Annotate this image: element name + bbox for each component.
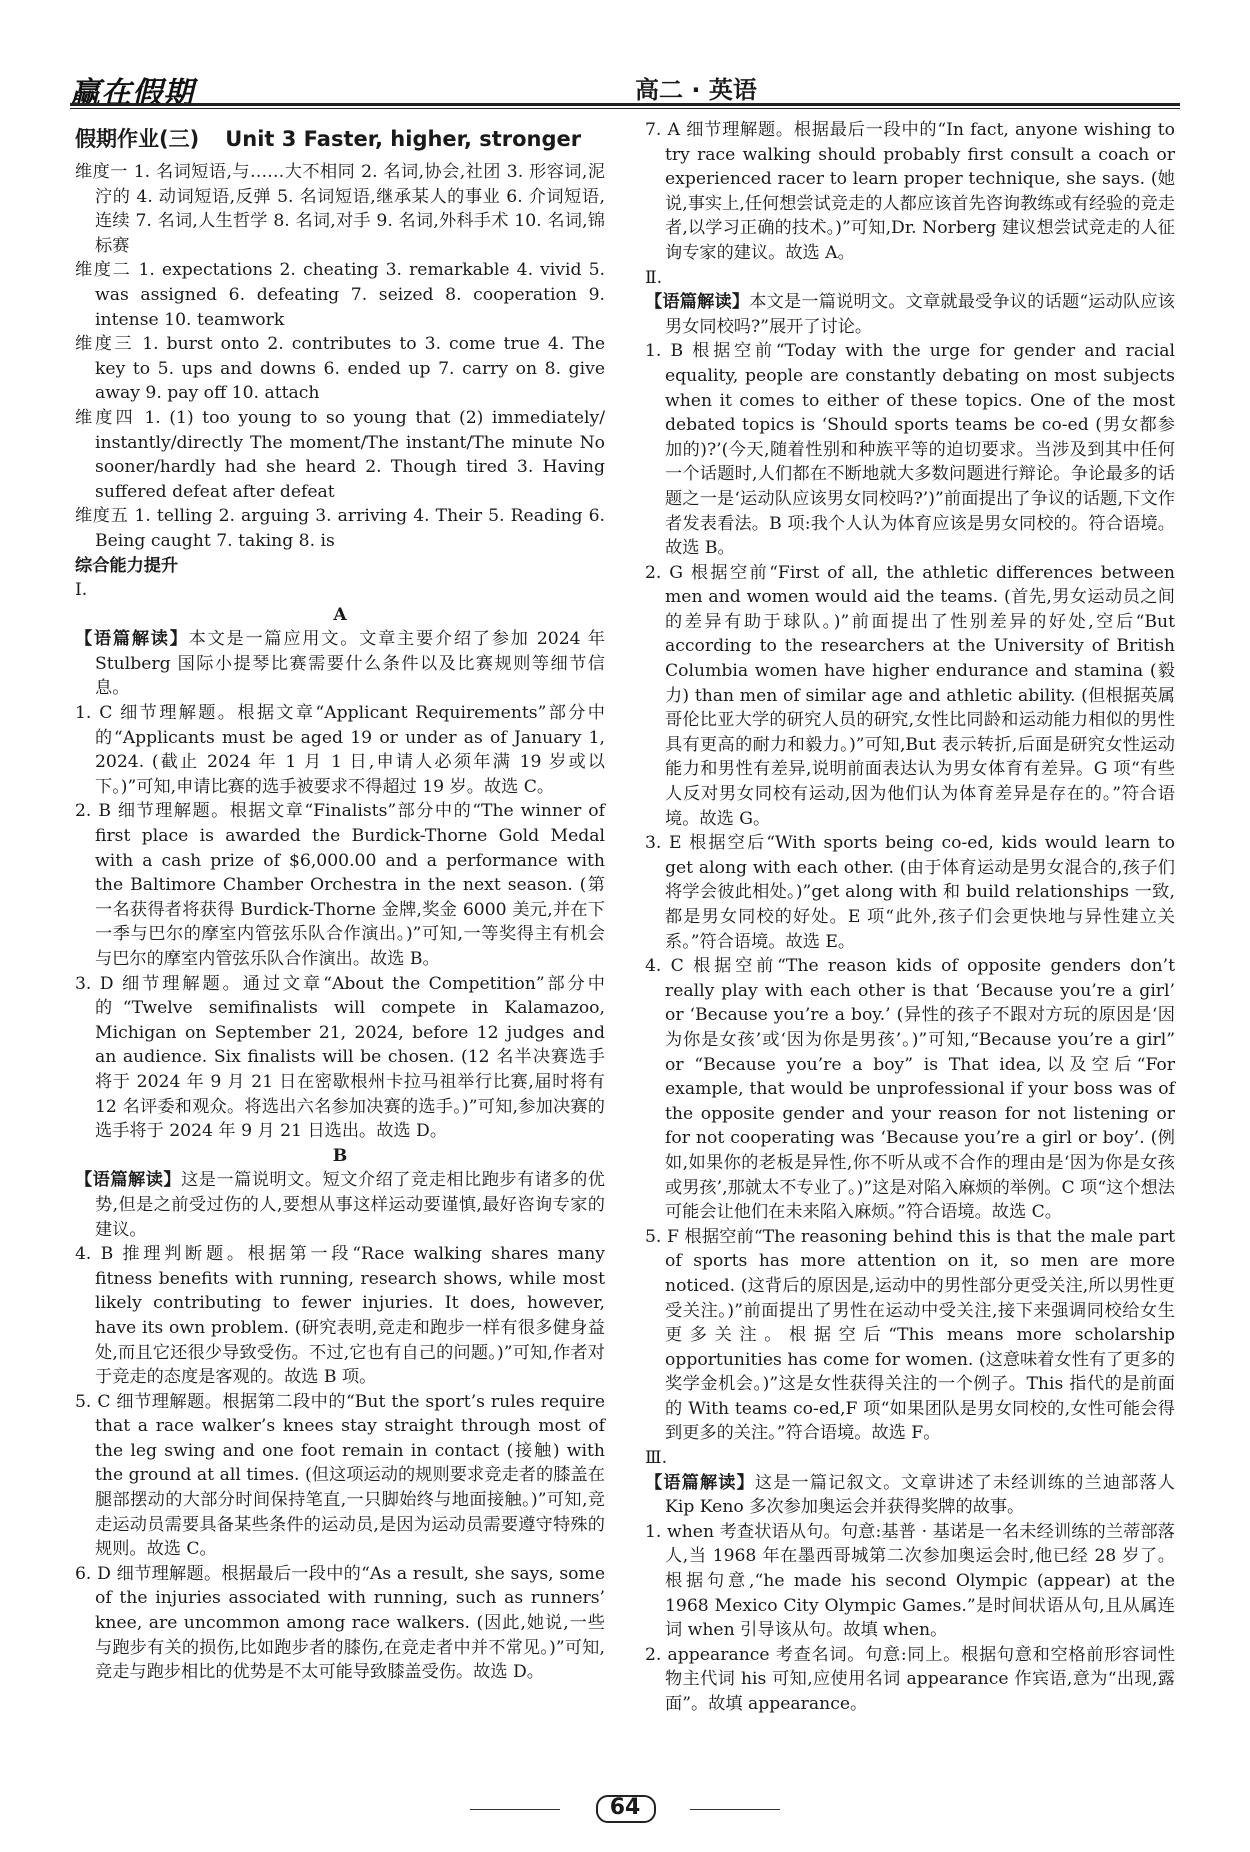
section-title: [75, 118, 605, 160]
section-heading: 综合能力提升: [75, 555, 179, 576]
part-number: Ⅲ.: [645, 1448, 668, 1469]
answer-item: 1. when 考查状语从句。句意:基普 · 基诺是一名未经训练的兰蒂部落人,当 1968 年在墨西哥城第二次参加奥运会时,他已经 28 岁了。根据句意,“he made his second Olympic (appear) at the 1968 Mexico City Olympic Games.”是时间状语从句,且从属连词 when 引导该从句。故填 when。: [645, 1521, 1175, 1641]
answer-item: 4. C 根据空前“The reason kids of opposite genders don’t really play with each other is that ‘Because you’re a girl’ or ‘Because you’re a boy.’ (异性的孩子不跟对方玩的原因是‘因为你是女孩’或‘因为你是男孩’。)”可知,“Because you’re a girl” or “Because you’re a boy” is That idea,以及空后“For example, that would be unprofessional if your boss was of the opposite gender and your reason for not listening or for not cooperating was ‘Because you’re a girl or boy’. (例如,如果你的老板是异性,你不听从或不合作的理由是‘因为你是女孩或男孩’,那就太不专业了。)”这是对陷入麻烦的举例。C 项“这个想法可能会让他们在未来陷入麻烦。”符合语境。故选 C。: [645, 956, 1175, 1223]
header-rule: [70, 103, 1180, 106]
header-rule-thin: [70, 108, 1180, 109]
answer-item: 3. D 细节理解题。通过文章“About the Competition”部分中的“Twelve semifinalists will compete in Kalamazoo, Michigan on September 21, 2024, before 12 judges and an audience. Six finalists will be chosen. (12 名半决赛选手将于 2024 年 9 月 21 日在密歇根州卡拉马祖举行比赛,届时将有 12 名评委和观众。将选出六名参加决赛的选手。)”可知,参加决赛的选手将于 2024 年 9 月 21 日选出。故选 D。: [75, 973, 605, 1142]
answer-item: 7. A 细节理解题。根据最后一段中的“In fact, anyone wishing to try race walking should probably first consult a coach or experienced racer to learn proper technique, she says. (她说,事实上,任何想尝试竞走的人都应该首先咨询教练或有经验的竞走者,以学习正确的技术。)”可知,Dr. Norberg 建议想尝试竞走的人征询专家的建议。故选 A。: [645, 120, 1175, 263]
analysis-text: 这是一篇说明文。短文介绍了竞走相比跑步有诸多的优势,但是之前受过伤的人,要想从事这样运动要谨慎,最好咨询专家的建议。: [95, 1170, 605, 1240]
answer-item: 1. C 细节理解题。根据文章“Applicant Requirements”部分中的“Applicants must be aged 19 or under as of January 1, 2024. (截止 2024 年 1 月 1 日,申请人必须年满 19 岁或以下。)”可知,申请比赛的选手被要求不得超过 19 岁。故选 C。: [75, 703, 605, 797]
passage-analysis: [75, 627, 605, 701]
passage-letter: A: [333, 604, 347, 625]
answer-item: 维度一 1. 名词短语,与……大不相同 2. 名词,协会,社团 3. 形容词,泥泞的 4. 动词短语,反弹 5. 名词短语,继承某人的事业 6. 介词短语,连续 7. 名词,人生哲学 8. 名词,对手 9. 名词,外科手术 10. 名词,锦标赛: [75, 162, 605, 256]
answer-item: 2. appearance 考查名词。句意:同上。根据句意和空格前形容词性物主代词 his 可知,应使用名词 appearance 作宾语,意为“出现,露面”。故填 appearance。: [645, 1644, 1175, 1714]
answer-item: 3. E 根据空后“With sports being co-ed, kids would learn to get along with each other. (由于体育运动是男女混合的,孩子们将学会彼此相处。)”get along with 和 build relationships 一致,都是男女同校的好处。E 项“此外,孩子们会更快地与异性建立关系。”符合语境。故选 E。: [645, 833, 1175, 952]
analysis-label: 【语篇解读】: [645, 292, 750, 313]
answer-item: 2. B 细节理解题。根据文章“Finalists”部分中的“The winner of first place is awarded the Burdick-Thorne Gold Medal with a cash prize of $6,000.00 and a performance with the Baltimore Chamber Orchestra in the next season. (第一名获得者将获得 Burdick-Thorne 金牌,奖金 6000 美元,并在下一季与巴尔的摩室内管弦乐队合作演出。)”可知,一等奖得主有机会与巴尔的摩室内管弦乐队合作演出。故选 B。: [75, 801, 605, 969]
answer-item: 4. B 推理判断题。根据第一段“Race walking shares many fitness benefits with running, research shows, while most likely contributing to fewer injuries. It does, however, have its own problem. (研究表明,竞走和跑步一样有很多健身益处,而且它还很少导致受伤。不过,它也有自己的问题。)”可知,作者对于竞走的态度是客观的。故选 B 项。: [75, 1244, 605, 1388]
analysis-label: 【语篇解读】: [75, 629, 189, 650]
brand-logo: 赢在假期: [70, 76, 194, 111]
answer-item: 维度四 1. (1) too young to so young that (2) immediately/ instantly/directly The moment/The instant/The minute No sooner/hardly had she heard 2. Though tired 3. Having suffered defeat after defeat: [75, 407, 605, 502]
passage-analysis: [645, 1471, 1175, 1520]
answer-item: 5. F 根据空前“The reasoning behind this is that the male part of sports has more attention on it, so men are more noticed. (这背后的原因是,运动中的男性部分更受关注,所以男性更受关注。)”前面提出了男性在运动中受关注,接下来强调同校给女生更多关注。根据空后“This means more scholarship opportunities has come for women. (这意味着女性有了更多的奖学金机会。)”这是女性获得关注的一个例子。This 指代的是前面的 With teams co-ed,F 项“如果团队是男女同校的,女性可能会得到更多的关注。”符合语境。故选 F。: [645, 1226, 1175, 1444]
page-number: [574, 1790, 676, 1826]
left-column: [75, 118, 605, 1685]
analysis-label: 【语篇解读】: [75, 1170, 182, 1191]
analysis-label: 【语篇解读】: [645, 1472, 755, 1493]
page-header: [70, 68, 1180, 111]
answer-item: 2. G 根据空前“First of all, the athletic differences between men and women would aid the teams. (首先,男女运动员之间的差异有助于球队。)”前面提出了性别差异的好处,空后“But according to the researchers at the University of British Columbia women have higher endurance and stamina (毅力) than men of similar age and athletic ability. (但根据英属哥伦比亚大学的研究人员的研究,女性比同龄和运动能力相似的男性具有更高的耐力和毅力。)”可知,But 表示转折,后面是研究女性运动能力和男性有差异,说明前面表达认为男女体育有差异。G 项“有些人反对男女同校有运动,因为他们认为体育差异是存在的。”符合语境。故选 G。: [645, 562, 1175, 829]
analysis-text: 本文是一篇说明文。文章就最受争议的话题“运动队应该男女同校吗?”展开了讨论。: [665, 292, 1175, 337]
answer-item: 维度三 1. burst onto 2. contributes to 3. come true 4. The key to 5. ups and downs 6. ended up 7. carry on 8. give away 9. pay off 10. attach: [75, 334, 605, 404]
page-number-text: 64: [609, 1795, 641, 1820]
answer-item: 1. B 根据空前“Today with the urge for gender and racial equality, people are constantly debating on most subjects when it comes to either of these topics. One of the most debated topics is ‘Should sports teams be co-ed (男女都参加的)?’(今天,随着性别和种族平等的迫切要求。当涉及到其中任何一个话题时,人们都在不断地就大多数问题进行辩论。争论最多的话题之一是‘运动队应该男女同校吗?’)”前面提出了争议的话题,下文作者发表看法。B 项:我个人认为体育应该是男女同校的。符合语境。故选 B。: [645, 341, 1175, 559]
analysis-text: 这是一篇记叙文。文章讲述了未经训练的兰迪部落人 Kip Keno 多次参加奥运会并获得奖牌的故事。: [665, 1472, 1175, 1518]
answer-item: 维度二 1. expectations 2. cheating 3. remarkable 4. vivid 5. was assigned 6. defeating 7. seized 8. cooperation 9. intense 10. teamwork: [75, 260, 605, 330]
answer-item: 5. C 细节理解题。根据第二段中的“But the sport’s rules require that a race walker’s knees stay straight through most of the leg swing and one foot remain in contact (接触) with the ground at all times. (但这项运动的规则要求竞走者的膝盖在腿部摆动的大部分时间保持笔直,一只脚始终与地面接触。)”可知,竞走运动员需要具备某些条件的运动员,是因为运动员需要遵守特殊的规则。故选 C。: [75, 1391, 605, 1560]
passage-analysis: [645, 290, 1175, 339]
title-unit: Unit 3 Faster, higher, stronger: [225, 127, 582, 151]
part-number: Ⅰ.: [75, 580, 88, 601]
title-assignment: 假期作业(三): [75, 127, 200, 151]
analysis-text: 本文是一篇应用文。文章主要介绍了参加 2024 年 Stulberg 国际小提琴比赛需要什么条件以及比赛规则等细节信息。: [95, 629, 605, 699]
answer-item: 维度五 1. telling 2. arguing 3. arriving 4. Their 5. Reading 6. Being caught 7. taking 8. is: [75, 506, 605, 551]
footer-line-left: [470, 1809, 560, 1810]
footer-line-right: [690, 1809, 780, 1810]
passage-analysis: [75, 1168, 605, 1242]
answer-item: 6. D 细节理解题。根据最后一段中的“As a result, she says, some of the injuries associated with running, such as runners’ knee, are uncommon among race walkers. (因此,她说,一些与跑步有关的损伤,比如跑步者的膝伤,在竞走者中并不常见。)”可知,竞走与跑步相比的优势是不太可能导致膝盖受伤。故选 D。: [75, 1563, 605, 1683]
passage-letter: B: [332, 1145, 348, 1166]
right-column: [645, 118, 1175, 1717]
part-number: Ⅱ.: [645, 267, 663, 288]
subject-title: 高二 · 英语: [635, 76, 757, 104]
